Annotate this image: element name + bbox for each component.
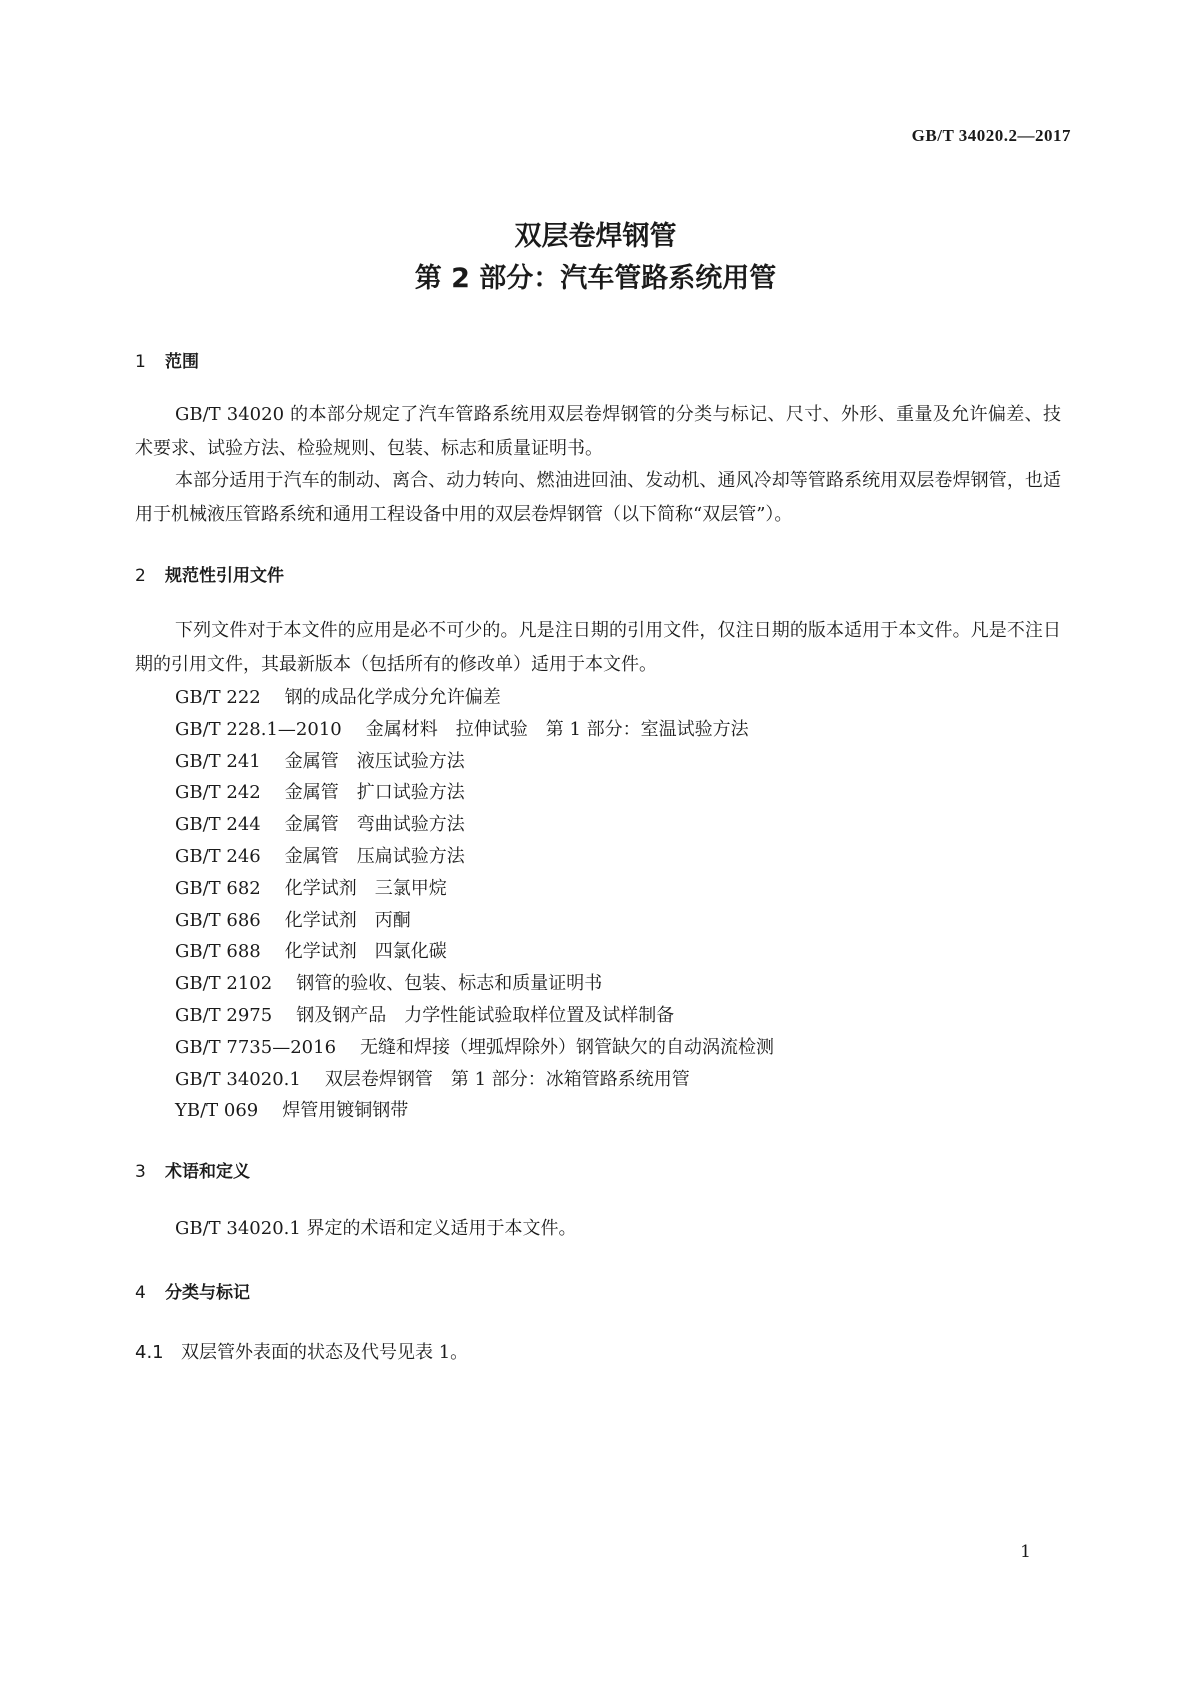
clause-4-1 [135,1338,468,1364]
reference-title: 金属管 弯曲试验方法 [284,814,465,836]
section-1-heading [135,347,199,372]
section-3-paragraph: GB/T 34020.1 界定的术语和定义适用于本文件。 [175,1218,577,1239]
section-title: 范围 [165,352,199,372]
reference-code: GB/T 686 [175,909,261,931]
document-title-line2: 第 2 部分：汽车管路系统用管 [414,263,777,294]
clause-number: 4.1 [135,1342,164,1363]
reference-title: 金属管 扩口试验方法 [284,782,465,804]
reference-item [175,776,465,810]
section-number: 3 [135,1162,146,1182]
page-number: 1 [1020,1542,1031,1562]
section-4-heading [135,1278,250,1303]
reference-title: 金属管 压扁试验方法 [284,846,465,867]
section-number: 2 [135,566,146,586]
reference-item [175,808,465,842]
reference-item [175,713,749,747]
reference-title: 钢管的验收、包装、标志和质量证明书 [296,973,603,995]
reference-title: 金属管 液压试验方法 [284,750,465,772]
reference-title: 化学试剂 四氯化碳 [284,941,447,963]
reference-item [175,935,447,969]
reference-title: 无缝和焊接（埋弧焊除外）钢管缺欠的自动涡流检测 [360,1036,775,1058]
section-1-paragraph-1: GB/T 34020 的本部分规定了汽车管路系统用双层卷焊钢管的分类与标记、尺寸、外形、重量及允许偏差、技术要求、试验方法、检验规则、包装、标志和质量证明书。 [135,404,1061,459]
reference-title: 金属材料 拉伸试验 第 1 部分：室温试验方法 [365,718,749,740]
reference-title: 焊管用镀铜钢带 [282,1100,409,1122]
reference-item [175,745,465,779]
reference-code: GB/T 2975 [175,1005,273,1026]
reference-code: YB/T 069 [175,1100,259,1122]
reference-item [175,967,602,1001]
reference-item [175,681,501,715]
reference-code: GB/T 242 [175,782,261,804]
reference-code: GB/T 34020.1 [175,1068,301,1090]
clause-text: 双层管外表面的状态及代号见表 1。 [181,1342,469,1363]
reference-title: 化学试剂 丙酮 [284,909,411,931]
standard-id: GB/T 34020.2—2017 [911,126,1071,145]
reference-code: GB/T 246 [175,846,261,867]
reference-item [175,1031,774,1065]
section-2-heading [135,561,284,586]
section-title: 分类与标记 [165,1283,250,1303]
reference-title: 双层卷焊钢管 第 1 部分：冰箱管路系统用管 [324,1068,690,1090]
reference-code: GB/T 682 [175,877,261,899]
document-title-line1: 双层卷焊钢管 [514,221,677,252]
reference-item [175,999,674,1033]
reference-title: 钢及钢产品 力学性能试验取样位置及试样制备 [296,1005,675,1026]
reference-item [175,840,465,874]
section-number: 1 [135,352,146,372]
reference-code: GB/T 241 [175,750,261,772]
reference-code: GB/T 244 [175,814,261,836]
section-number: 4 [135,1283,146,1303]
reference-code: GB/T 2102 [175,973,273,995]
reference-item [175,1094,408,1128]
reference-item [175,904,411,938]
reference-item [175,1063,690,1097]
section-1-paragraph-2: 本部分适用于汽车的制动、离合、动力转向、燃油进回油、发动机、通风冷却等管路系统用双层卷焊钢管，也适用于机械液压管路系统和通用工程设备中用的双层卷焊钢管（以下简称“双层管”）。 [135,470,1061,525]
reference-code: GB/T 228.1—2010 [175,718,342,740]
reference-code: GB/T 688 [175,941,261,963]
reference-title: 钢的成品化学成分允许偏差 [284,687,501,708]
section-title: 规范性引用文件 [165,566,284,586]
reference-title: 化学试剂 三氯甲烷 [284,877,447,899]
reference-code: GB/T 7735—2016 [175,1036,337,1058]
section-title: 术语和定义 [165,1162,250,1182]
reference-code: GB/T 222 [175,687,261,708]
reference-item [175,872,447,906]
section-3-heading [135,1157,250,1182]
section-2-intro: 下列文件对于本文件的应用是必不可少的。凡是注日期的引用文件，仅注日期的版本适用于本文件。凡是不注日期的引用文件，其最新版本（包括所有的修改单）适用于本文件。 [135,620,1061,675]
